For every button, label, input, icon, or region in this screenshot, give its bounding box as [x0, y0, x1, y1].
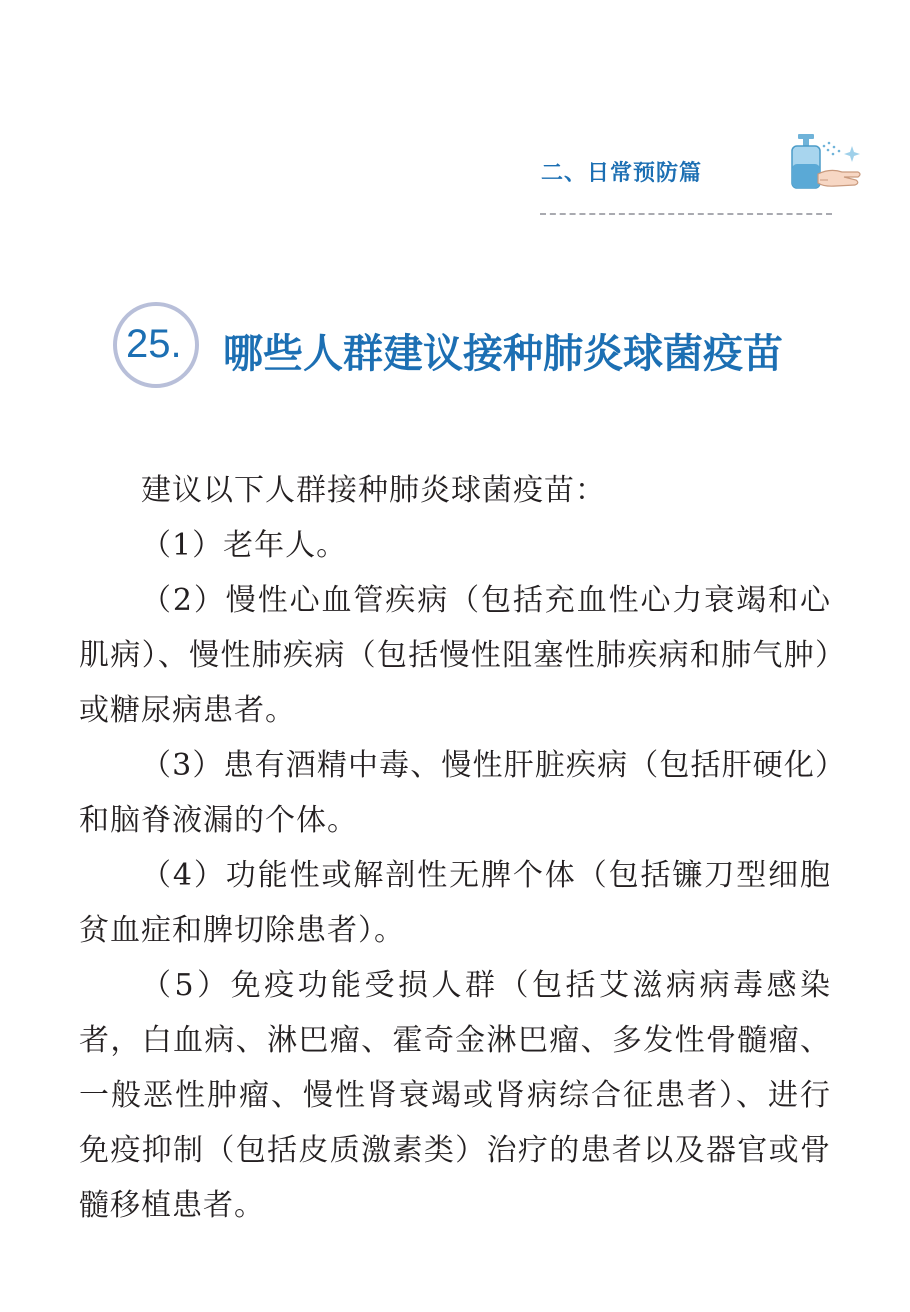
title-number: 25. — [126, 322, 182, 366]
list-item: （3）患有酒精中毒、慢性肝脏疾病（包括肝硬化）和脑脊液漏的个体。 — [79, 748, 831, 838]
hand-sanitizer-icon — [784, 130, 862, 192]
header-divider — [540, 213, 832, 215]
article-body — [79, 463, 831, 1233]
list-item: （4）功能性或解剖性无脾个体（包括镰刀型细胞贫血症和脾切除患者）。 — [79, 858, 831, 948]
list-item: （5）免疫功能受损人群（包括艾滋病病毒感染者，白血病、淋巴瘤、霍奇金淋巴瘤、多发性骨髓瘤、一般恶性肿瘤、慢性肾衰竭或肾病综合征患者）、进行免疫抑制（包括皮质激素类）治疗的患者以及器官或骨髓移植患者。 — [79, 968, 831, 1223]
list-item: （2）慢性心血管疾病（包括充血性心力衰竭和心肌病）、慢性肺疾病（包括慢性阻塞性肺疾病和肺气肿）或糖尿病患者。 — [79, 583, 831, 728]
list-item: （1）老年人。 — [141, 528, 348, 563]
intro-paragraph: 建议以下人群接种肺炎球菌疫苗： — [141, 473, 606, 508]
page-title: 哪些人群建议接种肺炎球菌疫苗 — [223, 331, 783, 377]
section-label: 二、日常预防篇 — [541, 161, 703, 186]
